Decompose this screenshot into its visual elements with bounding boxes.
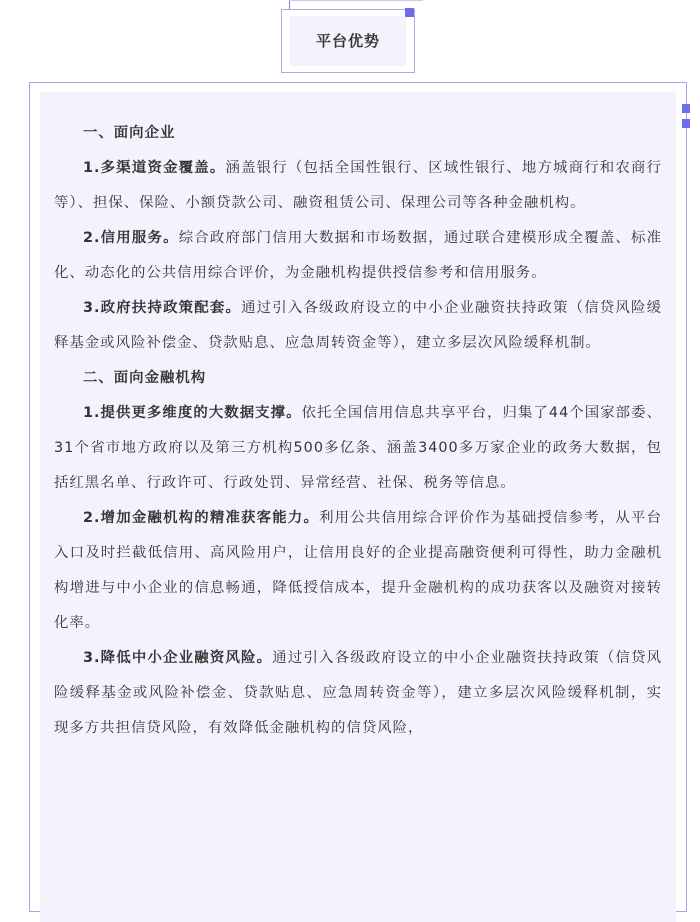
list-item xyxy=(54,641,662,746)
item-text: 通过引入各级政府设立的中小企业融资扶持政策（信贷风险缓释基金或风险补偿金、贷款贴息、应急周转资金等），建立多层次风险缓释机制。 xyxy=(54,300,662,351)
item-lead: 3.降低中小企业融资风险。 xyxy=(83,650,273,666)
item-text: 依托全国信用信息共享平台，归集了44个国家部委、31个省市地方政府以及第三方机构500多亿条、涵盖3400多万家企业的政务大数据，包括红黑名单、行政许可、行政处罚、异常经营、社保、税务等信息。 xyxy=(54,405,662,491)
item-text: 通过引入各级政府设立的中小企业融资扶持政策（信贷风险缓释基金或风险补偿金、贷款贴息、应急周转资金等），建立多层次风险缓释机制，实现多方共担信贷风险，有效降低金融机构的信贷风险， xyxy=(54,650,662,736)
section-heading-enterprise: 一、面向企业 xyxy=(83,125,176,141)
item-lead: 2.增加金融机构的精准获客能力。 xyxy=(83,510,320,526)
item-lead: 2.信用服务。 xyxy=(83,230,179,246)
item-lead: 3.政府扶持政策配套。 xyxy=(83,300,242,316)
list-item xyxy=(54,291,662,361)
article-body xyxy=(54,116,662,746)
list-item xyxy=(54,151,662,221)
list-item xyxy=(54,501,662,641)
item-lead: 1.提供更多维度的大数据支撑。 xyxy=(83,405,302,421)
item-text: 涵盖银行（包括全国性银行、区域性银行、地方城商行和农商行等）、担保、保险、小额贷款公司、融资租赁公司、保理公司等各种金融机构。 xyxy=(54,160,662,211)
section-heading-financial: 二、面向金融机构 xyxy=(83,370,207,386)
title-top-rule xyxy=(289,0,423,1)
list-item xyxy=(54,396,662,501)
item-text: 利用公共信用综合评价作为基础授信参考，从平台入口及时拦截低信用、高风险用户，让信用良好的企业提高融资便利可得性，助力金融机构增进与中小企业的信息畅通，降低授信成本，提升金融机构的成功获客以及融资对接转化率。 xyxy=(54,510,662,631)
title-corner-square xyxy=(405,8,414,17)
side-square-bottom xyxy=(682,119,690,128)
item-lead: 1.多渠道资金覆盖。 xyxy=(83,160,226,176)
list-item xyxy=(54,221,662,291)
page-title: 平台优势 xyxy=(315,32,380,50)
item-text: 综合政府部门信用大数据和市场数据，通过联合建模形成全覆盖、标准化、动态化的公共信用综合评价，为金融机构提供授信参考和信用服务。 xyxy=(54,230,662,281)
side-square-top xyxy=(682,104,690,113)
